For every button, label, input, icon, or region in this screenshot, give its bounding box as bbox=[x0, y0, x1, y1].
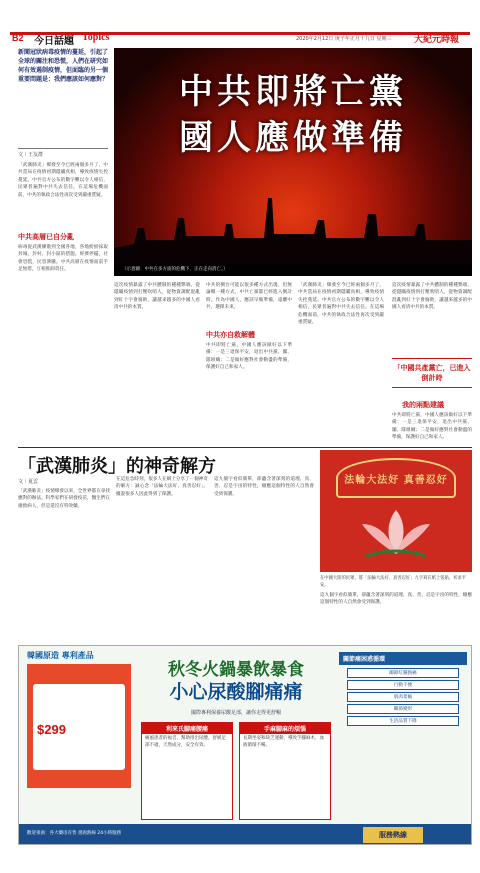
ad-flow-diagram bbox=[339, 652, 467, 728]
ad-card-2-text: 長期坐姿和缺乏運動，導致手腳麻木，血液循環不暢。 bbox=[243, 736, 324, 748]
ad-flow-head: 關節痛困惑循環 bbox=[339, 652, 467, 665]
story2-image bbox=[320, 450, 472, 572]
story2-column-2: 在這危急時刻，很多人在網上分享了一個神奇的解方：誠心念「法輪大法好、真善忍好」。據說很多人因此得到了保護。 bbox=[116, 477, 208, 497]
ad-phone-button[interactable]: 服務熱線 bbox=[363, 827, 423, 843]
page-header bbox=[0, 0, 480, 46]
story2-column-4: 這九個字看似簡單，卻蘊含著深刻的道理。真、善、忍是宇宙的特性，順應這個特性的人自然會受到保護。 bbox=[320, 593, 472, 606]
ad-product-box bbox=[27, 664, 131, 788]
pull-quote-text: 「中國共產黨亡，已進入倒計時 bbox=[393, 364, 471, 382]
seal-text: 法輪大法好 真善忍好 bbox=[344, 474, 448, 486]
body-column-4: 中共的倒台可能以很多種方式出現，但無論哪一種方式，中共亡黨都已經進入倒計時。作為中國人，應該早做準備，遠離中共，選擇未來。 bbox=[206, 283, 292, 311]
ad-flow-item: 行動不便 bbox=[347, 680, 459, 690]
ad-headline-line2: 小心尿酸腳痛痛 bbox=[169, 681, 303, 703]
story2-column-1: 「武漢肺炎」疫情爆發以來，全世界都在尋找應對的辦法。科學家們在研發疫苗，醫生們在搶救病人，但是還沒有特效藥。 bbox=[18, 489, 110, 509]
header-rule bbox=[10, 32, 470, 35]
intro-text: 新聞冠狀病毒疫情的蔓延，引起了全球的關注和恐慌，人們在研究如何有效遏制疫情，但面臨的另一個重要問題是：我們應該如何應對？ bbox=[18, 49, 109, 83]
body-column-3: 這次疫情暴露了中共體制的種種弊端，從隱瞞疫情到打壓吹哨人，從物資調配混亂到紅十字會腐敗，讓越來越多的中國人看清中共的本質。 bbox=[114, 283, 200, 311]
ad-footer-text: 歡迎垂詢：各大藥房有售 諮詢熱線 24小時服務 bbox=[27, 831, 122, 836]
ad-subtitle: 國際專利保養尿酸足部，讓你走得更舒暢 bbox=[190, 710, 281, 716]
ad-card-2 bbox=[239, 722, 331, 820]
subhead-1: 中共高層已自分亂 bbox=[18, 233, 74, 241]
ad-flow-item: 關節變形 bbox=[347, 704, 459, 714]
story2-byline: 文｜夏雲 bbox=[18, 479, 39, 485]
ad-headline-line1: 秋冬火鍋暴飲暴食 bbox=[168, 660, 304, 680]
body-column-2: 病毒從武漢擴散到全國各地，各地紛紛採取封城、封村、封小區的措施。經濟停擺，社會恐慌，民怨沸騰。中共高層在疫情面前手足無措，互相推卸責任。 bbox=[18, 245, 108, 273]
body-column-1: 「武漢肺炎」爆發至今已經兩個多月了，中共當局在疫情初期隱瞞真相，導致疫情失控蔓延。中共官方公布的數字難以令人相信，民眾普遍對中共失去信任。在這場危機面前，中共的執政合法性再次受到嚴重質疑。 bbox=[18, 163, 108, 198]
ad-headline bbox=[141, 660, 331, 704]
body-column-8: 中共即將亡黨，中國人應該做好以下準備：一是三退保平安，退出中共黨、團、隊組織；二是做好應對社會動盪的準備，保護好自己和家人。 bbox=[392, 413, 472, 441]
page-number: B2 bbox=[12, 33, 24, 43]
hero-image bbox=[114, 48, 472, 276]
section-topics: Topics bbox=[82, 32, 110, 43]
story2-title: 「武漢肺炎」的神奇解方 bbox=[18, 456, 216, 477]
intro-divider bbox=[18, 148, 108, 149]
ad-flow-item: 關節紅腫熱痛 bbox=[347, 668, 459, 678]
ad-price: $299 bbox=[37, 722, 66, 737]
ad-footer bbox=[19, 824, 472, 845]
ad-card-2-head: 手麻腳麻的煩惱 bbox=[240, 723, 330, 734]
story2-divider bbox=[18, 447, 472, 448]
subhead-4: 我的兩點建議 bbox=[402, 401, 444, 409]
story-intro bbox=[18, 48, 108, 84]
lotus-icon bbox=[356, 506, 436, 560]
ad-card-1-text: 痛風患者的福音，幫助排出尿酸，舒緩足部不適，天然成分，安全有效。 bbox=[145, 736, 226, 748]
advertisement bbox=[18, 645, 472, 845]
story2-column-3: 這九個字看似簡單，卻蘊含著深刻的道理。真、善、忍是宇宙的特性，順應這個特性的人自然會受到保護。 bbox=[214, 477, 314, 497]
subhead-2: 中共亦自救解體 bbox=[206, 331, 255, 339]
story2-image-caption: 在中國大陸的民眾，將「法輪大法好、真善忍好」九字寫在紙上張貼，祈求平安。 bbox=[320, 576, 467, 588]
story-byline: 文｜王友群 bbox=[18, 152, 44, 158]
ad-flow-item: 肌肉萎縮 bbox=[347, 692, 459, 702]
falun-dafa-seal bbox=[336, 458, 456, 498]
pull-rule-bottom bbox=[392, 387, 472, 388]
body-column-5: 中共即將亡黨，中國人應該做好以下準備：一是三退保平安，退出中共黨、團、隊組織；二是做好應對社會動盪的準備，保護好自己和家人。 bbox=[206, 343, 292, 371]
body-column-7: 這次疫情暴露了中共體制的種種弊端，從隱瞞疫情到打壓吹哨人，從物資調配混亂到紅十字會腐敗，讓越來越多的中國人看清中共的本質。 bbox=[392, 283, 472, 311]
section-name: 今日話題 bbox=[34, 36, 74, 47]
hero-caption: （示意圖：中共在多方面的危機下，正在走向消亡。） bbox=[114, 264, 472, 276]
hero-title-line1: 中共即將亡黨 bbox=[179, 72, 407, 112]
pull-quote bbox=[392, 358, 472, 388]
newspaper-brand: 大紀元時報 bbox=[414, 35, 460, 45]
issue-date: 2020年2月12日 庚子年正月十九日 星期三 bbox=[296, 36, 392, 42]
ad-brand-logo: 韓國原造 專利產品 bbox=[27, 651, 94, 660]
ad-card-1 bbox=[141, 722, 233, 820]
ad-card-1-head: 利來氏腳痛腰痛 bbox=[142, 723, 232, 734]
hero-title-line2: 國人應做準備 bbox=[179, 118, 407, 158]
ad-flow-item: 生活品質下降 bbox=[347, 716, 459, 726]
body-column-6: 「武漢肺炎」爆發至今已經兩個多月了，中共當局在疫情初期隱瞞真相，導致疫情失控蔓延。中共官方公布的數字難以令人相信，民眾普遍對中共失去信任。在這場危機面前，中共的執政合法性再次受到嚴重質疑。 bbox=[298, 283, 384, 326]
